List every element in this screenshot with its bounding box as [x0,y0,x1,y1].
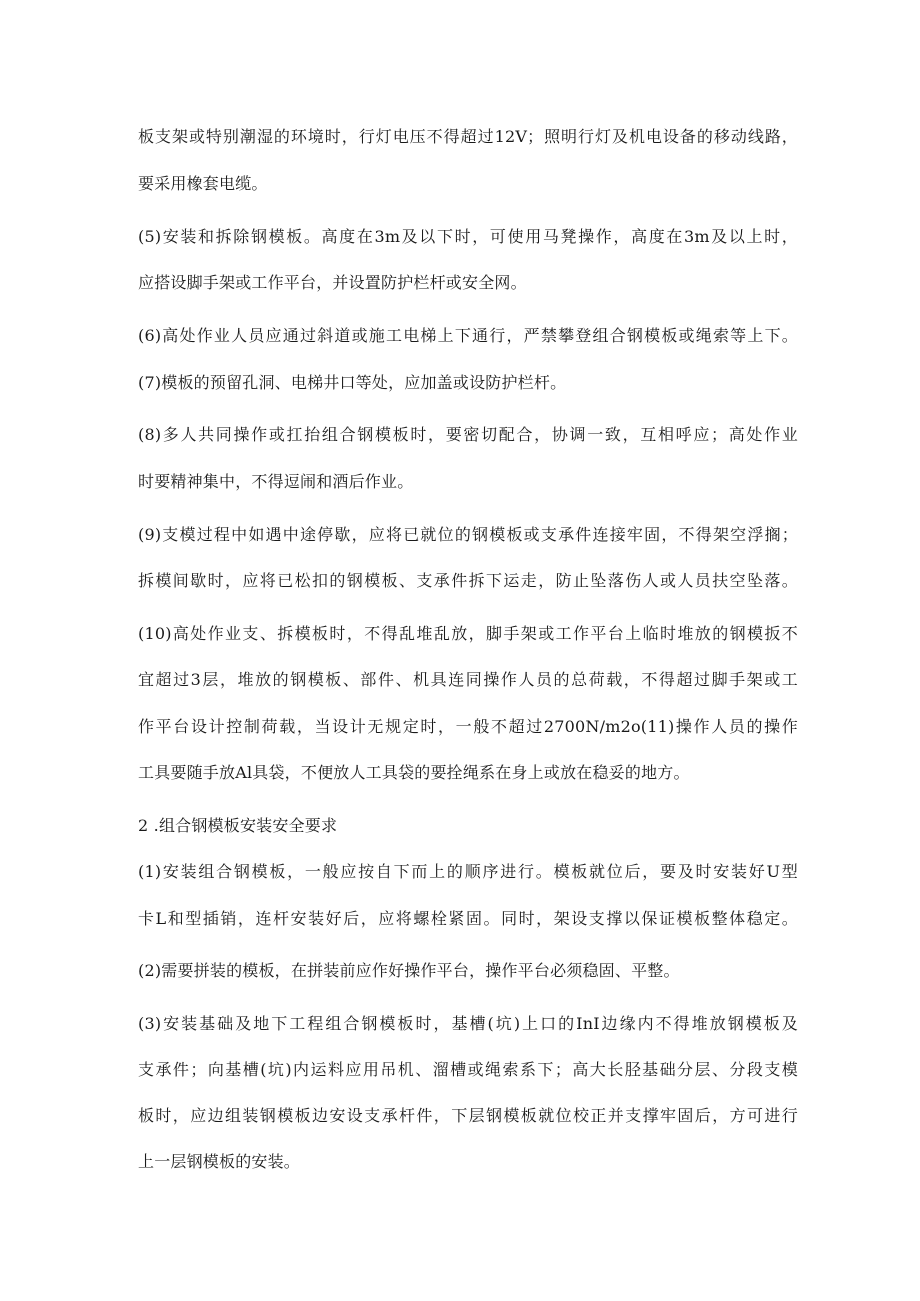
text-line: (8)多人共同操作或扛抬组合钢模板时，要密切配合，协调一致，互相呼应；高处作业 [138,425,798,444]
text-line: 工具要随手放Al具袋，不便放人工具袋的要拴绳系在身上或放在稳妥的地方。 [138,763,690,782]
text-line: 宜超过3层，堆放的钢模板、部件、机具连同操作人员的总荷载，不得超过脚手架或工 [138,670,798,689]
text-line: (10)高处作业支、拆模板时，不得乱堆乱放，脚手架或工作平台上临时堆放的钢模扳不 [138,624,798,643]
text-line: 上一层钢模板的安装。 [138,1152,301,1171]
text-line: (7)模板的预留孔洞、电梯井口等处，应加盖或设防护栏杆。 [138,373,567,392]
text-line: (2)需要拼装的模板，在拼装前应作好操作平台，操作平台必须稳固、平整。 [138,961,680,980]
text-line: 作平台设计控制荷载，当设计无规定时，一般不超过2700N/m2o(11)操作人员的操作 [138,717,798,736]
text-line: (5)安装和拆除钢模板。高度在3m及以下时，可使用马凳操作，高度在3m及以上时， [138,227,798,246]
text-line: 时要精神集中，不得逗闹和酒后作业。 [138,472,414,491]
section-heading: 2 .组合钢模板安装安全要求 [138,816,338,835]
text-line: 板时，应边组装钢模板边安设支承杆件，下层钢模板就位校正并支撑牢固后，方可进行 [138,1106,798,1125]
text-line: 板支架或特别潮湿的环境时，行灯电压不得超过12V；照明行灯及机电设备的移动线路， [138,127,798,146]
text-line: (3)安装基础及地下工程组合钢模板时，基槽(坑)上口的InI边缘内不得堆放钢模板及 [138,1014,798,1033]
text-line: 应搭设脚手架或工作平台，并设置防护栏杆或安全网。 [138,273,527,292]
text-line: (6)高处作业人员应通过斜道或施工电梯上下通行，严禁攀登组合钢模板或绳索等上下。 [138,326,798,345]
text-line: 拆模间歇时，应将已松扣的钢模板、支承件拆下运走，防止坠落伤人或人员扶空坠落。 [138,571,798,590]
text-line: 卡L和型插销，连杆安装好后，应将螺栓紧固。同时，架设支撑以保证模板整体稳定。 [138,909,798,928]
text-line: (9)支模过程中如遇中途停歇，应将已就位的钢模板或支承件连接牢固，不得架空浮搁； [138,525,798,544]
text-line: 要采用橡套电缆。 [138,174,268,193]
text-line: 支承件；向基槽(坑)内运料应用吊机、溜槽或绳索系下；高大长胫基础分层、分段支模 [138,1060,798,1079]
text-line: (1)安装组合钢模板，一般应按自下而上的顺序进行。模板就位后，要及时安装好U型 [138,862,798,881]
